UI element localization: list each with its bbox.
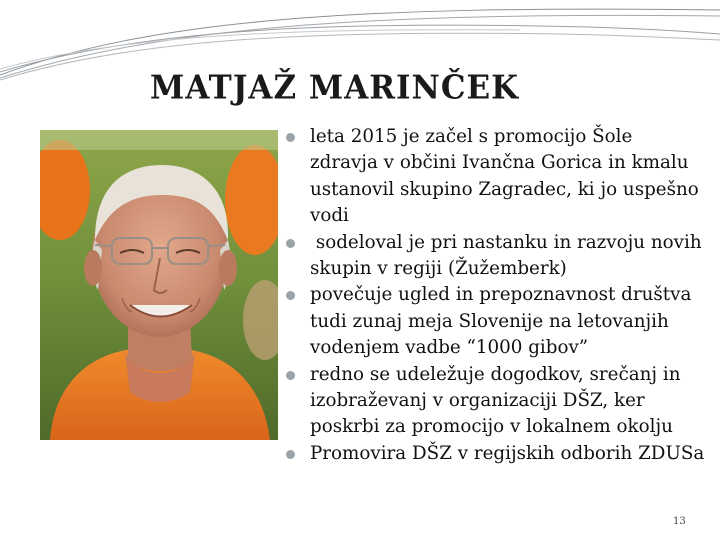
bullet-list: [285, 124, 708, 467]
portrait-photo: [40, 130, 278, 440]
bullet-dot-icon: [286, 371, 295, 380]
bullet-dot-icon: [286, 133, 295, 142]
bullet-item: [285, 362, 705, 441]
bullet-dot-icon: [286, 291, 295, 300]
page-number: 13: [673, 516, 686, 527]
bullet-dot-icon: [286, 450, 295, 459]
bullet-text: leta 2015 je začel s promocijo Šole zdravja v občini Ivančna Gorica in kmalu ustanovil skupino Zagradec, ki jo uspešno vodi: [310, 126, 699, 227]
slide-title: MATJAŽ MARINČEK: [150, 69, 520, 107]
bullet-item: [285, 230, 708, 283]
bullet-text: sodeloval je pri nastanku in razvoju novih skupin v regiji (Žužemberk): [310, 231, 708, 280]
bullet-dot-icon: [286, 239, 295, 248]
bullet-item: [285, 124, 705, 230]
bullet-text: povečuje ugled in prepoznavnost društva tudi zunaj meja Slovenije na letovanjih vodenjem vadbe “1000 gibov”: [310, 284, 692, 359]
bullet-text: Promovira DŠZ v regijskih odborih ZDUSa: [310, 442, 705, 464]
bullet-item: [285, 282, 705, 361]
bullet-text: redno se udeležuje dogodkov, srečanj in izobraževanj v organizaciji DŠZ, ker poskrbi za promocijo v lokalnem okolju: [310, 363, 681, 438]
bullet-item: [285, 441, 705, 467]
